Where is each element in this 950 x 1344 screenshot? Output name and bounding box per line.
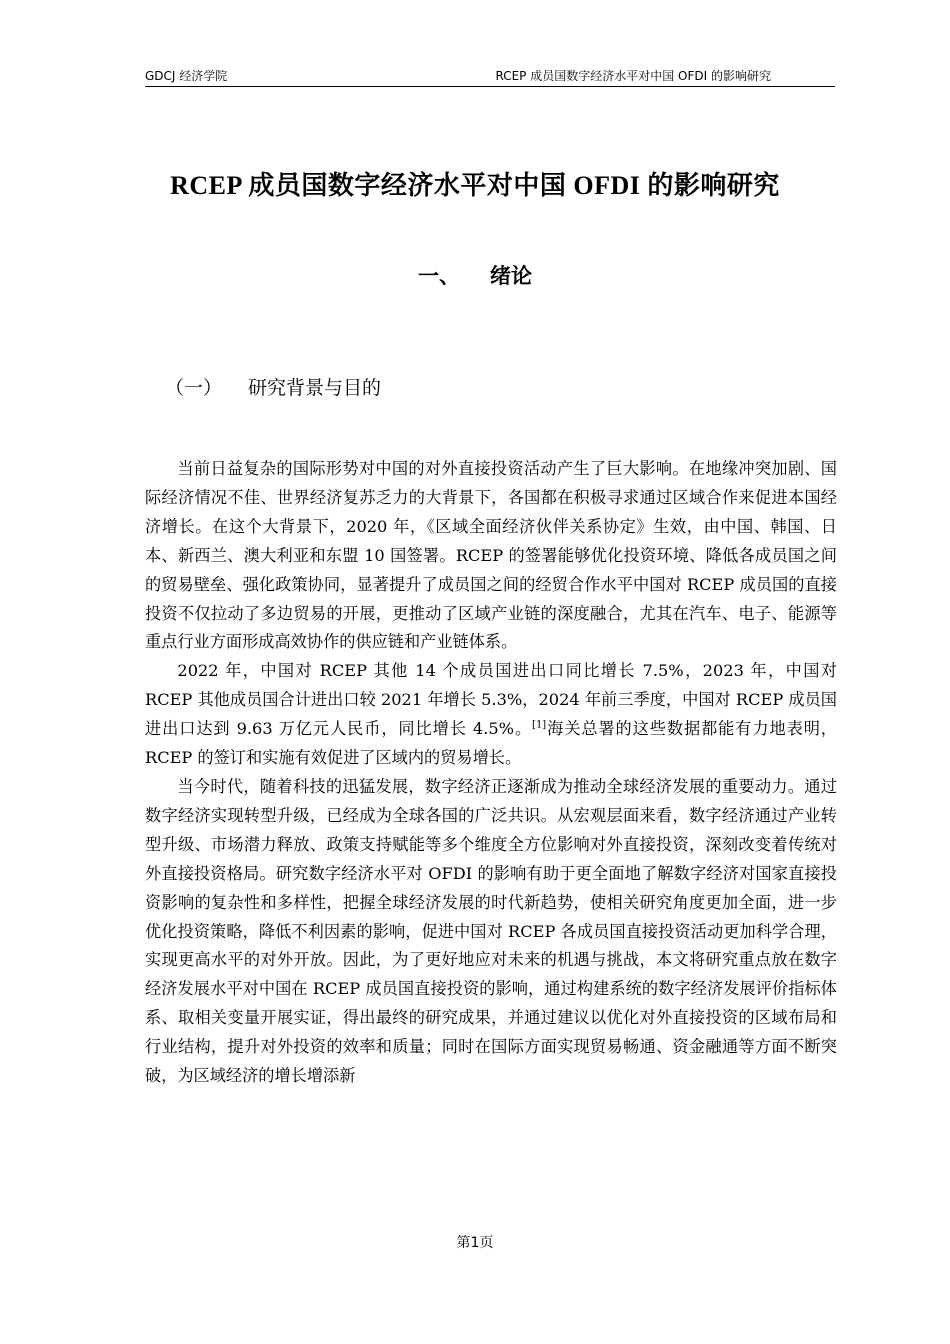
- paragraph-1: 当前日益复杂的国际形势对中国的对外直接投资活动产生了巨大影响。在地缘冲突加剧、国际经济情况不佳、世界经济复苏乏力的大背景下，各国都在积极寻求通过区域合作来促进本国经济增长。在这个大背景下，2020 年，《区域全面经济伙伴关系协定》生效，由中国、韩国、日本、新西兰、澳大利亚和东盟 10 国签署。RCEP 的签署能够优化投资环境、降低各成员国之间的贸易壁垒、强化政策协同，显著提升了成员国之间的经贸合作水平中国对 RCEP 成员国的直接投资不仅拉动了多边贸易的开展，更推动了区域产业链的深度融合，尤其在汽车、电子、能源等重点行业方面形成高效协作的供应链和产业链体系。: [145, 459, 837, 652]
- chapter-heading: [0, 260, 950, 290]
- body-text: [145, 455, 837, 1091]
- page-header: [145, 68, 835, 87]
- paragraph-2: [145, 657, 837, 773]
- section-number: （一）: [165, 377, 223, 399]
- page-number: 第1页: [456, 1235, 494, 1251]
- paragraph-3: 当今时代，随着科技的迅猛发展，数字经济正逐渐成为推动全球经济发展的重要动力。通过数字经济实现转型升级，已经成为全球各国的广泛共识。从宏观层面来看，数字经济通过产业转型升级、市场潜力释放、政策支持赋能等多个维度全方位影响对外直接投资，深刻改变着传统对外直接投资格局。研究数字经济水平对 OFDI 的影响有助于更全面地了解数字经济对国家直接投资影响的复杂性和多样性，把握全球经济发展的时代新趋势，使相关研究角度更加全面，进一步优化投资策略，降低不利因素的影响，促进中国对 RCEP 各成员国直接投资活动更加科学合理，实现更高水平的对外开放。因此，为了更好地应对未来的机遇与挑战，本文将研究重点放在数字经济发展水平对中国在 RCEP 成员国直接投资的影响，通过构建系统的数字经济发展评价指标体系、取相关变量开展实证，得出最终的研究成果，并通过建议以优化对外直接投资的区域布局和行业结构，提升对外投资的效率和质量；同时在国际方面实现贸易畅通、资金融通等方面不断突破，为区域经济的增长增添新: [145, 776, 837, 1086]
- header-right-text: RCEP 成员国数字经济水平对中国 OFDI 的影响研究: [495, 69, 771, 83]
- chapter-title: 绪论: [490, 264, 532, 288]
- paper-title: RCEP 成员国数字经济水平对中国 OFDI 的影响研究: [170, 171, 780, 200]
- section-heading: [165, 373, 381, 400]
- paragraph-2-text: 2022 年，中国对 RCEP 其他 14 个成员国进出口同比增长 7.5%，2023 年，中国对 RCEP 其他成员国合计进出口较 2021 年增长 5.3%，2024 年前三季度，中国对 RCEP 成员国进出口达到 9.63 万亿元人民币，同比增长 4.5%。: [145, 661, 837, 739]
- section-title: 研究背景与目的: [248, 377, 382, 399]
- paragraph-2-text-cont: 海关总署的这些数据都能有力地表明，RCEP 的签订和实施有效促进了区域内的贸易增长。: [145, 719, 837, 768]
- header-left-text: GDCJ 经济学院: [145, 69, 228, 83]
- citation-ref[interactable]: [1]: [532, 719, 547, 731]
- chapter-number: 一、: [418, 264, 460, 288]
